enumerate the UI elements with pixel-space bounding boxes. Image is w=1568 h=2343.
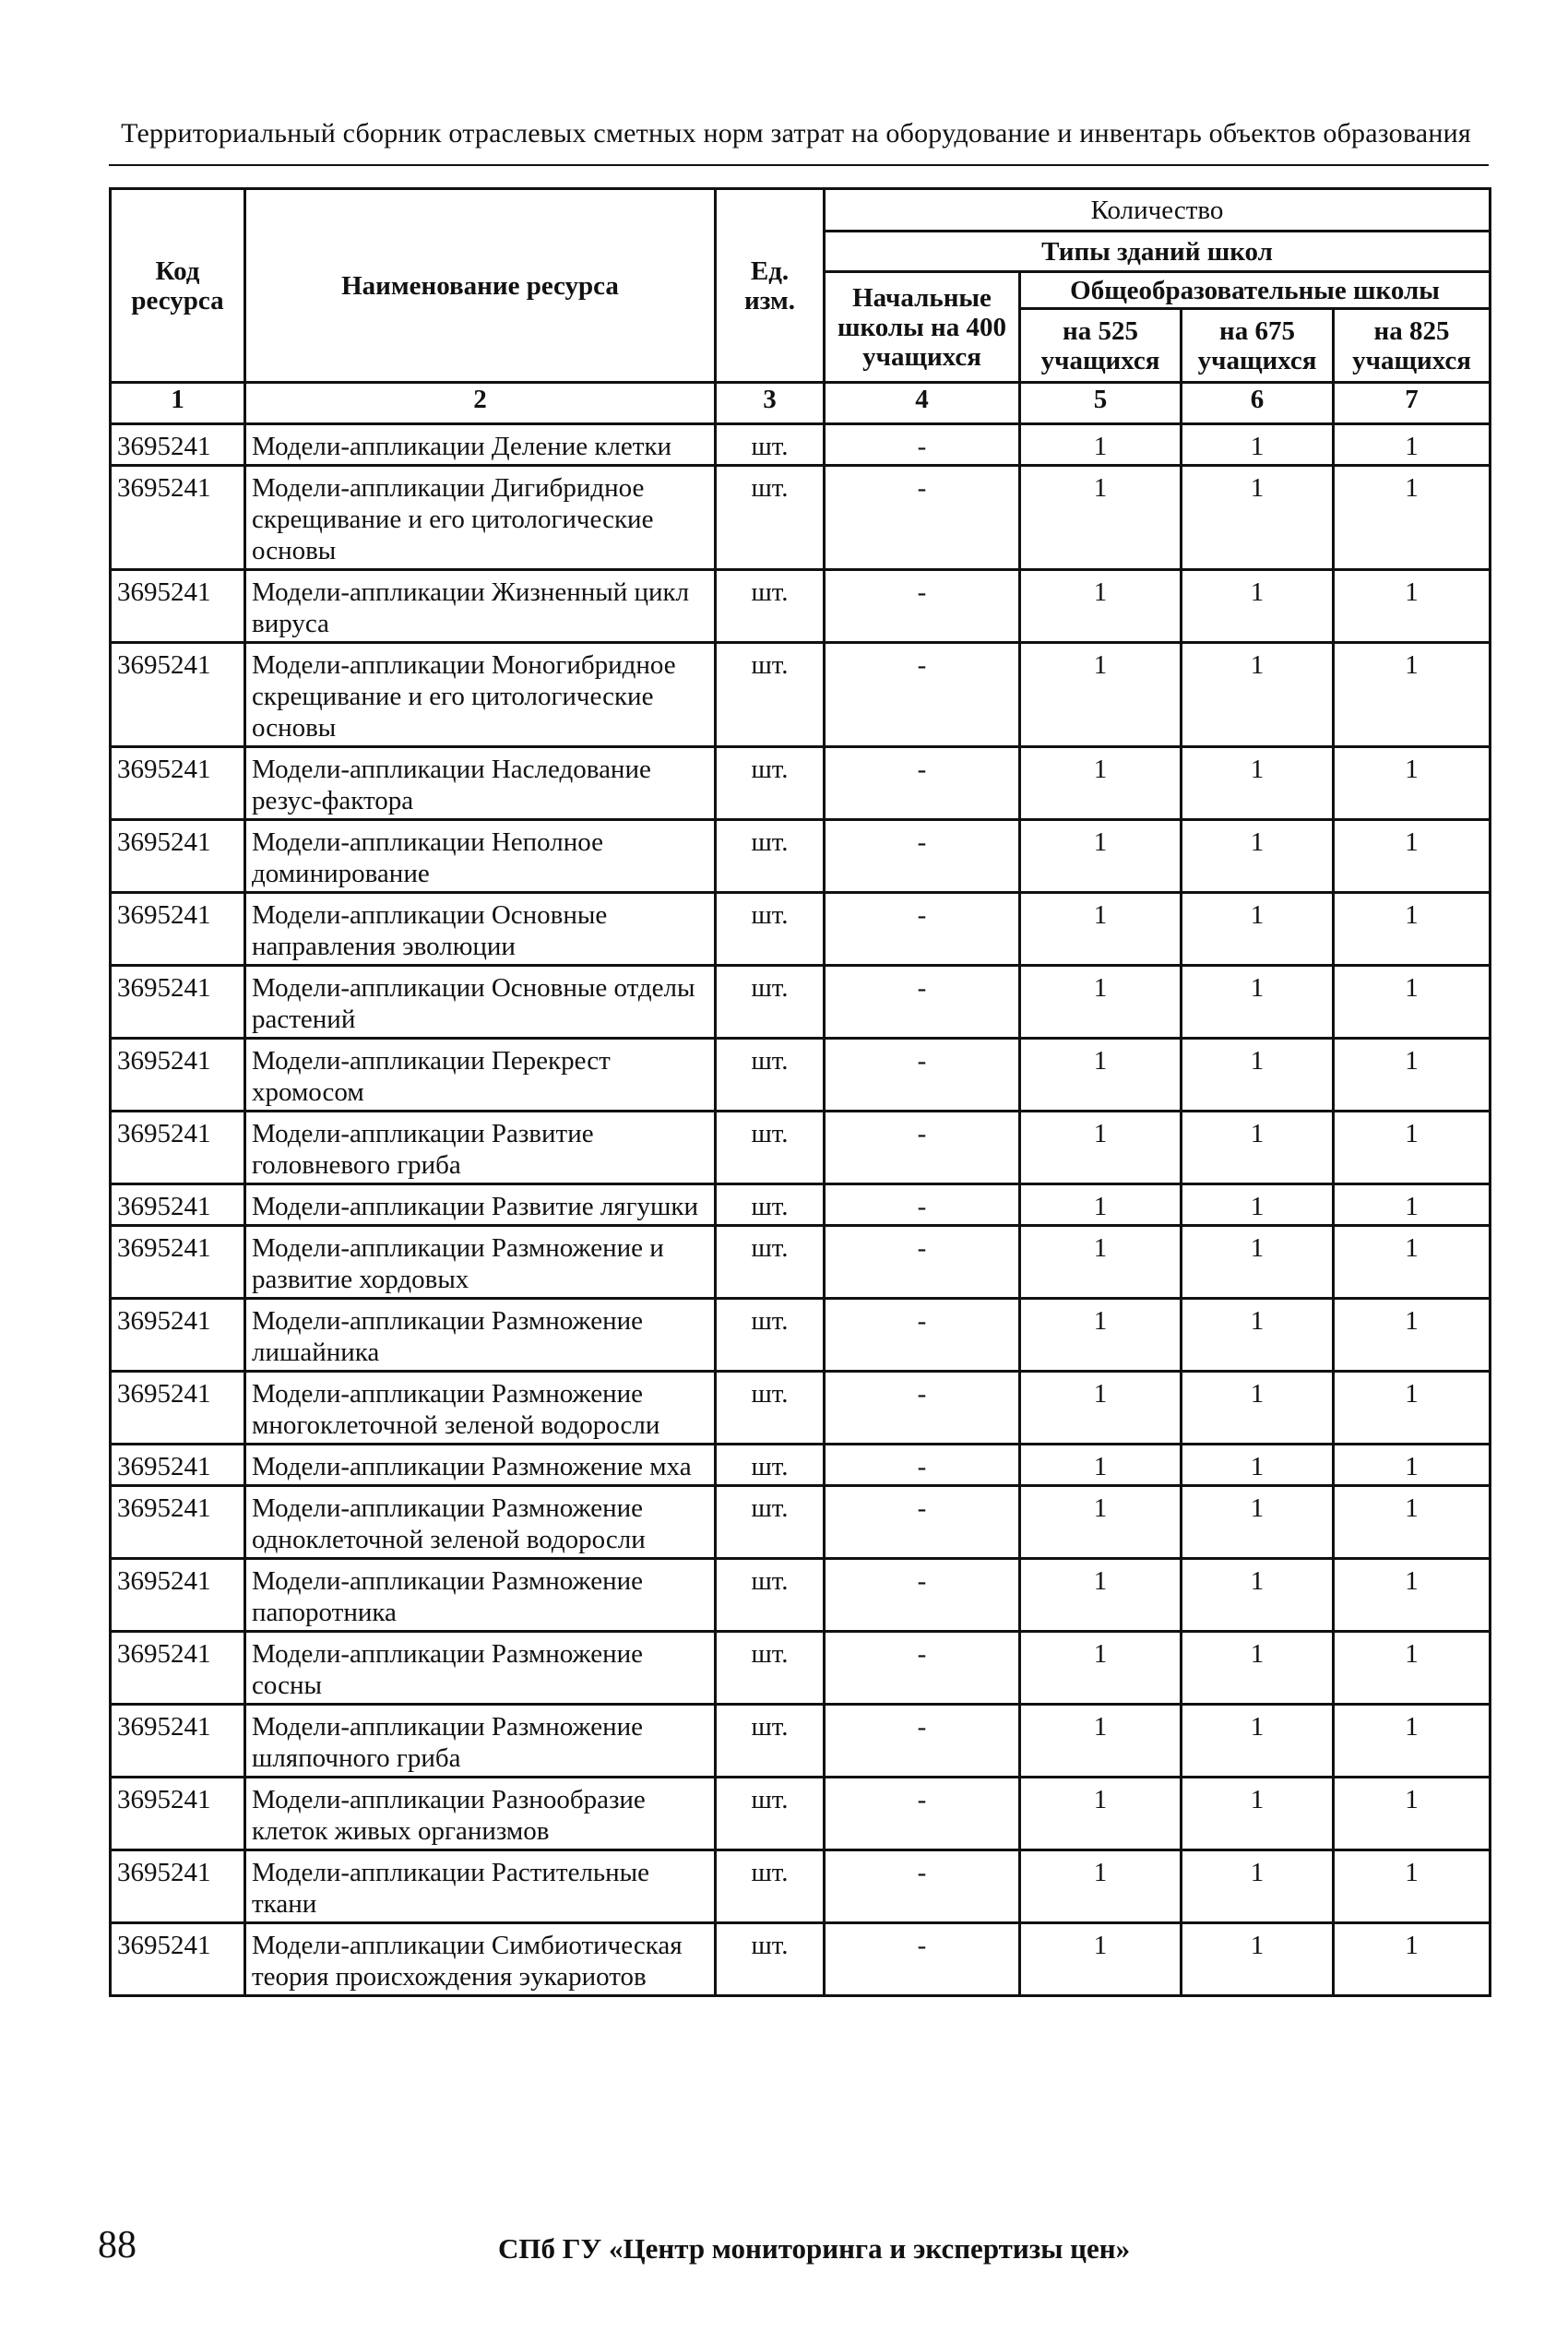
qty-825: 1 xyxy=(1334,1850,1491,1923)
qty-675: 1 xyxy=(1182,1372,1334,1445)
qty-675: 1 xyxy=(1182,643,1334,747)
resource-name: Модели-аппликации Размножение и развитие хордовых xyxy=(245,1226,716,1299)
table-row xyxy=(111,1112,1491,1184)
resource-code: 3695241 xyxy=(111,893,245,966)
running-header: Территориальный сборник отраслевых сметных норм затрат на оборудование и инвентарь объектов образования xyxy=(121,118,1471,149)
qty-675: 1 xyxy=(1182,1299,1334,1372)
resource-name: Модели-аппликации Основные отделы растений xyxy=(245,966,716,1039)
qty-525: 1 xyxy=(1020,643,1182,747)
header-675: на 675 учащихся xyxy=(1182,309,1334,383)
qty-825: 1 xyxy=(1334,643,1491,747)
resource-name: Модели-аппликации Размножение мха xyxy=(245,1445,716,1486)
resource-code: 3695241 xyxy=(111,1039,245,1112)
qty-primary-400: - xyxy=(825,1445,1020,1486)
table-row xyxy=(111,1184,1491,1226)
resource-code: 3695241 xyxy=(111,1372,245,1445)
resource-code: 3695241 xyxy=(111,1112,245,1184)
qty-825: 1 xyxy=(1334,1705,1491,1778)
qty-825: 1 xyxy=(1334,966,1491,1039)
header-525: на 525 учащихся xyxy=(1020,309,1182,383)
resource-name: Модели-аппликации Неполное доминирование xyxy=(245,820,716,893)
qty-primary-400: - xyxy=(825,1184,1020,1226)
qty-825: 1 xyxy=(1334,747,1491,820)
table-row xyxy=(111,1705,1491,1778)
resource-code: 3695241 xyxy=(111,1850,245,1923)
table-header xyxy=(111,189,1491,424)
unit: шт. xyxy=(716,1112,825,1184)
table-row xyxy=(111,643,1491,747)
header-unit: Ед. изм. xyxy=(716,189,825,383)
qty-675: 1 xyxy=(1182,1559,1334,1632)
resource-code: 3695241 xyxy=(111,1299,245,1372)
qty-825: 1 xyxy=(1334,1923,1491,1996)
qty-primary-400: - xyxy=(825,1226,1020,1299)
qty-primary-400: - xyxy=(825,1486,1020,1559)
resource-name: Модели-аппликации Деление клетки xyxy=(245,424,716,466)
table-row xyxy=(111,1372,1491,1445)
qty-825: 1 xyxy=(1334,1559,1491,1632)
qty-825: 1 xyxy=(1334,1299,1491,1372)
qty-675: 1 xyxy=(1182,1850,1334,1923)
qty-525: 1 xyxy=(1020,1923,1182,1996)
unit: шт. xyxy=(716,466,825,570)
table-row xyxy=(111,424,1491,466)
qty-675: 1 xyxy=(1182,1486,1334,1559)
resource-name: Модели-аппликации Наследование резус-фактора xyxy=(245,747,716,820)
qty-525: 1 xyxy=(1020,1778,1182,1850)
qty-primary-400: - xyxy=(825,1778,1020,1850)
unit: шт. xyxy=(716,1372,825,1445)
qty-525: 1 xyxy=(1020,966,1182,1039)
header-quantity: Количество xyxy=(825,189,1491,232)
column-number: 2 xyxy=(245,383,716,424)
qty-primary-400: - xyxy=(825,1923,1020,1996)
qty-525: 1 xyxy=(1020,747,1182,820)
qty-primary-400: - xyxy=(825,1112,1020,1184)
resource-code: 3695241 xyxy=(111,1486,245,1559)
qty-675: 1 xyxy=(1182,966,1334,1039)
resource-code: 3695241 xyxy=(111,1226,245,1299)
resource-name: Модели-аппликации Дигибридное скрещивание и его цитологические основы xyxy=(245,466,716,570)
qty-675: 1 xyxy=(1182,820,1334,893)
qty-825: 1 xyxy=(1334,1778,1491,1850)
qty-825: 1 xyxy=(1334,1112,1491,1184)
table-row xyxy=(111,1299,1491,1372)
resource-name: Модели-аппликации Размножение многоклеточной зеленой водоросли xyxy=(245,1372,716,1445)
resource-code: 3695241 xyxy=(111,1705,245,1778)
unit: шт. xyxy=(716,424,825,466)
resource-code: 3695241 xyxy=(111,466,245,570)
unit: шт. xyxy=(716,893,825,966)
column-number: 7 xyxy=(1334,383,1491,424)
table-row xyxy=(111,820,1491,893)
unit: шт. xyxy=(716,1632,825,1705)
resource-code: 3695241 xyxy=(111,1923,245,1996)
qty-675: 1 xyxy=(1182,1632,1334,1705)
qty-525: 1 xyxy=(1020,1486,1182,1559)
qty-525: 1 xyxy=(1020,1226,1182,1299)
header-primary-400: Начальные школы на 400 учащихся xyxy=(825,272,1020,383)
qty-525: 1 xyxy=(1020,1705,1182,1778)
footer-organization: СПб ГУ «Центр мониторинга и экспертизы цен» xyxy=(498,2232,1131,2265)
qty-primary-400: - xyxy=(825,747,1020,820)
qty-675: 1 xyxy=(1182,1112,1334,1184)
qty-primary-400: - xyxy=(825,1632,1020,1705)
resource-name: Модели-аппликации Моногибридное скрещивание и его цитологические основы xyxy=(245,643,716,747)
header-code: Код ресурса xyxy=(111,189,245,383)
unit: шт. xyxy=(716,1705,825,1778)
qty-primary-400: - xyxy=(825,1559,1020,1632)
resource-code: 3695241 xyxy=(111,643,245,747)
column-number: 5 xyxy=(1020,383,1182,424)
qty-primary-400: - xyxy=(825,424,1020,466)
resource-code: 3695241 xyxy=(111,820,245,893)
qty-825: 1 xyxy=(1334,1184,1491,1226)
table-row xyxy=(111,1445,1491,1486)
resource-table xyxy=(109,187,1491,1997)
header-general-schools: Общеобразовательные школы xyxy=(1020,272,1491,309)
qty-675: 1 xyxy=(1182,747,1334,820)
qty-primary-400: - xyxy=(825,1372,1020,1445)
qty-825: 1 xyxy=(1334,1226,1491,1299)
unit: шт. xyxy=(716,1850,825,1923)
resource-code: 3695241 xyxy=(111,1559,245,1632)
resource-name: Модели-аппликации Растительные ткани xyxy=(245,1850,716,1923)
qty-675: 1 xyxy=(1182,466,1334,570)
table-row xyxy=(111,1039,1491,1112)
qty-675: 1 xyxy=(1182,1445,1334,1486)
unit: шт. xyxy=(716,1226,825,1299)
unit: шт. xyxy=(716,1445,825,1486)
qty-primary-400: - xyxy=(825,1850,1020,1923)
unit: шт. xyxy=(716,1923,825,1996)
unit: шт. xyxy=(716,820,825,893)
column-number: 3 xyxy=(716,383,825,424)
qty-825: 1 xyxy=(1334,1039,1491,1112)
table-row xyxy=(111,1226,1491,1299)
qty-825: 1 xyxy=(1334,1486,1491,1559)
qty-675: 1 xyxy=(1182,1039,1334,1112)
unit: шт. xyxy=(716,570,825,643)
qty-825: 1 xyxy=(1334,466,1491,570)
table-row xyxy=(111,1923,1491,1996)
qty-525: 1 xyxy=(1020,893,1182,966)
qty-primary-400: - xyxy=(825,1299,1020,1372)
table-row xyxy=(111,1486,1491,1559)
resource-name: Модели-аппликации Основные направления эволюции xyxy=(245,893,716,966)
qty-primary-400: - xyxy=(825,466,1020,570)
qty-825: 1 xyxy=(1334,424,1491,466)
qty-525: 1 xyxy=(1020,1184,1182,1226)
qty-825: 1 xyxy=(1334,893,1491,966)
unit: шт. xyxy=(716,643,825,747)
qty-525: 1 xyxy=(1020,1039,1182,1112)
qty-825: 1 xyxy=(1334,1632,1491,1705)
resource-name: Модели-аппликации Размножение лишайника xyxy=(245,1299,716,1372)
unit: шт. xyxy=(716,1778,825,1850)
column-number: 1 xyxy=(111,383,245,424)
unit: шт. xyxy=(716,1486,825,1559)
qty-825: 1 xyxy=(1334,1445,1491,1486)
qty-675: 1 xyxy=(1182,1705,1334,1778)
qty-primary-400: - xyxy=(825,570,1020,643)
unit: шт. xyxy=(716,1299,825,1372)
resource-code: 3695241 xyxy=(111,1778,245,1850)
table-row xyxy=(111,1559,1491,1632)
qty-primary-400: - xyxy=(825,966,1020,1039)
table-body xyxy=(111,424,1491,1996)
table-row xyxy=(111,466,1491,570)
header-building-types: Типы зданий школ xyxy=(825,232,1491,272)
table-row xyxy=(111,1632,1491,1705)
resource-code: 3695241 xyxy=(111,1632,245,1705)
qty-675: 1 xyxy=(1182,570,1334,643)
qty-525: 1 xyxy=(1020,1299,1182,1372)
resource-name: Модели-аппликации Размножение сосны xyxy=(245,1632,716,1705)
qty-525: 1 xyxy=(1020,1559,1182,1632)
qty-primary-400: - xyxy=(825,643,1020,747)
header-rule xyxy=(109,164,1489,166)
qty-525: 1 xyxy=(1020,1445,1182,1486)
table-row xyxy=(111,893,1491,966)
resource-name: Модели-аппликации Размножение шляпочного гриба xyxy=(245,1705,716,1778)
qty-675: 1 xyxy=(1182,1226,1334,1299)
resource-name: Модели-аппликации Разнообразие клеток живых организмов xyxy=(245,1778,716,1850)
qty-primary-400: - xyxy=(825,1705,1020,1778)
header-825: на 825 учащихся xyxy=(1334,309,1491,383)
table-row xyxy=(111,747,1491,820)
unit: шт. xyxy=(716,1559,825,1632)
resource-code: 3695241 xyxy=(111,570,245,643)
table-row xyxy=(111,1778,1491,1850)
qty-675: 1 xyxy=(1182,1923,1334,1996)
unit: шт. xyxy=(716,747,825,820)
qty-525: 1 xyxy=(1020,1372,1182,1445)
qty-825: 1 xyxy=(1334,820,1491,893)
resource-name: Модели-аппликации Размножение одноклеточной зеленой водоросли xyxy=(245,1486,716,1559)
resource-code: 3695241 xyxy=(111,1184,245,1226)
qty-525: 1 xyxy=(1020,424,1182,466)
qty-825: 1 xyxy=(1334,570,1491,643)
resource-name: Модели-аппликации Жизненный цикл вируса xyxy=(245,570,716,643)
qty-525: 1 xyxy=(1020,1112,1182,1184)
resource-name: Модели-аппликации Симбиотическая теория происхождения эукариотов xyxy=(245,1923,716,1996)
resource-code: 3695241 xyxy=(111,966,245,1039)
qty-675: 1 xyxy=(1182,424,1334,466)
resource-name: Модели-аппликации Развитие головневого гриба xyxy=(245,1112,716,1184)
unit: шт. xyxy=(716,1184,825,1226)
qty-525: 1 xyxy=(1020,1632,1182,1705)
unit: шт. xyxy=(716,966,825,1039)
resource-name: Модели-аппликации Размножение папоротника xyxy=(245,1559,716,1632)
page-number: 88 xyxy=(98,2224,137,2266)
header-name: Наименование ресурса xyxy=(245,189,716,383)
resource-code: 3695241 xyxy=(111,424,245,466)
resource-name: Модели-аппликации Перекрест хромосом xyxy=(245,1039,716,1112)
qty-825: 1 xyxy=(1334,1372,1491,1445)
qty-525: 1 xyxy=(1020,570,1182,643)
qty-primary-400: - xyxy=(825,820,1020,893)
qty-525: 1 xyxy=(1020,466,1182,570)
table-row xyxy=(111,966,1491,1039)
qty-675: 1 xyxy=(1182,1184,1334,1226)
table-row xyxy=(111,570,1491,643)
qty-675: 1 xyxy=(1182,1778,1334,1850)
qty-525: 1 xyxy=(1020,820,1182,893)
unit: шт. xyxy=(716,1039,825,1112)
resource-code: 3695241 xyxy=(111,747,245,820)
resource-name: Модели-аппликации Развитие лягушки xyxy=(245,1184,716,1226)
column-number: 4 xyxy=(825,383,1020,424)
qty-primary-400: - xyxy=(825,1039,1020,1112)
qty-primary-400: - xyxy=(825,893,1020,966)
table-row xyxy=(111,1850,1491,1923)
column-number: 6 xyxy=(1182,383,1334,424)
column-numbers-row xyxy=(111,383,1491,424)
qty-525: 1 xyxy=(1020,1850,1182,1923)
qty-675: 1 xyxy=(1182,893,1334,966)
resource-code: 3695241 xyxy=(111,1445,245,1486)
